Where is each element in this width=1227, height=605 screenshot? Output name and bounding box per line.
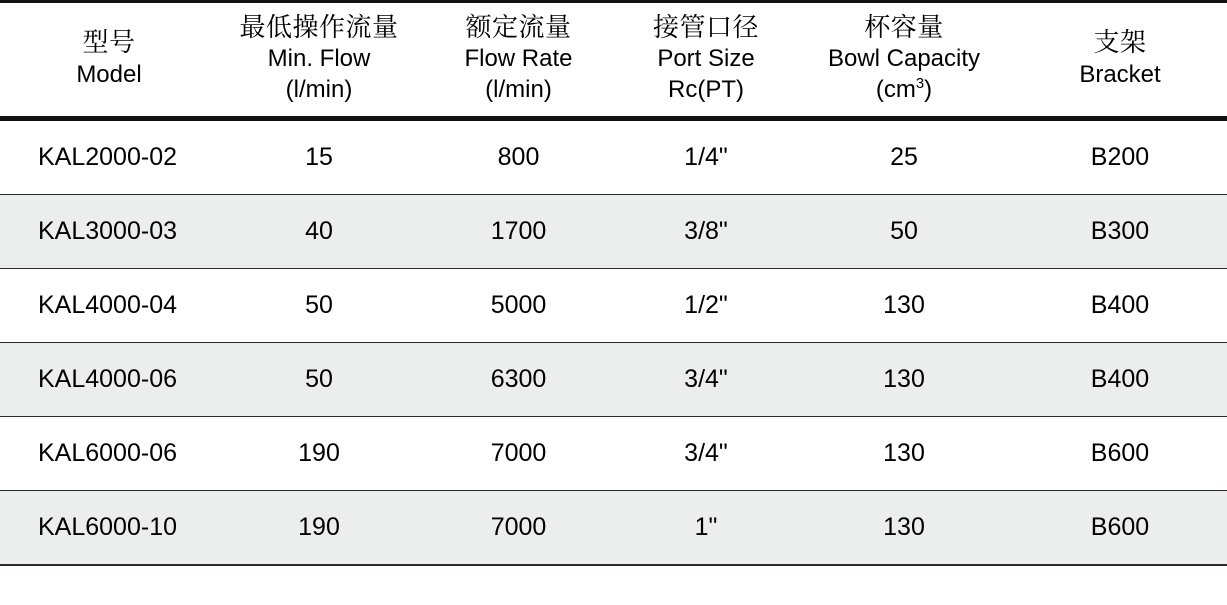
column-header-min-flow-en: Min. Flow (267, 45, 371, 73)
table-row (0, 118, 1227, 194)
column-header-model-cn: 型号 (82, 27, 136, 58)
cell-model: KAL2000-02 (0, 118, 218, 194)
table-row (0, 416, 1227, 490)
column-header-model-en: Model (76, 60, 142, 88)
table-body (0, 118, 1227, 565)
cell-flow-rate: 6300 (420, 342, 617, 416)
bowl-unit-prefix: (cm (875, 75, 916, 103)
cell-bowl-capacity: 130 (795, 416, 1013, 490)
column-header-flow-rate (420, 2, 617, 119)
column-header-port-size-unit: Rc(PT) (668, 75, 744, 103)
cell-model: KAL6000-06 (0, 416, 218, 490)
column-header-flow-rate-cn: 额定流量 (465, 12, 572, 42)
cell-bowl-capacity: 130 (795, 342, 1013, 416)
cell-min-flow: 40 (218, 194, 420, 268)
column-header-bracket-cn: 支架 (1093, 27, 1147, 58)
cell-bracket: B400 (1013, 342, 1227, 416)
cell-flow-rate: 5000 (420, 268, 617, 342)
column-header-bowl-capacity-cn: 杯容量 (864, 12, 944, 42)
table-row (0, 268, 1227, 342)
cell-bracket: B200 (1013, 118, 1227, 194)
bowl-unit-suffix: ) (924, 75, 933, 103)
cell-bowl-capacity: 50 (795, 194, 1013, 268)
cell-bracket: B300 (1013, 194, 1227, 268)
bowl-unit-sup: 3 (915, 75, 925, 92)
cell-flow-rate: 7000 (420, 416, 617, 490)
cell-model: KAL4000-06 (0, 342, 218, 416)
cell-port-size: 1" (617, 490, 795, 565)
column-header-bowl-capacity-unit (799, 75, 1009, 106)
column-header-port-size-en: Port Size (657, 45, 755, 73)
cell-port-size: 3/4" (617, 342, 795, 416)
cell-flow-rate: 1700 (420, 194, 617, 268)
cell-port-size: 3/8" (617, 194, 795, 268)
cell-bowl-capacity: 130 (795, 268, 1013, 342)
cell-bowl-capacity: 25 (795, 118, 1013, 194)
cell-port-size: 3/4" (617, 416, 795, 490)
cell-bracket: B600 (1013, 490, 1227, 565)
cell-port-size: 1/4" (617, 118, 795, 194)
column-header-flow-rate-unit: (l/min) (485, 75, 552, 103)
cell-min-flow: 50 (218, 342, 420, 416)
cell-model: KAL4000-04 (0, 268, 218, 342)
table-row (0, 342, 1227, 416)
cell-min-flow: 15 (218, 118, 420, 194)
column-header-min-flow-cn: 最低操作流量 (239, 12, 399, 42)
column-header-port-size-cn: 接管口径 (652, 12, 759, 42)
column-header-flow-rate-en: Flow Rate (464, 45, 573, 73)
table-row (0, 490, 1227, 565)
column-header-bowl-capacity (795, 2, 1013, 119)
column-header-bracket-en: Bracket (1079, 60, 1161, 88)
cell-model: KAL6000-10 (0, 490, 218, 565)
table-header (0, 2, 1227, 119)
cell-bracket: B600 (1013, 416, 1227, 490)
column-header-port-size (617, 2, 795, 119)
cell-model: KAL3000-03 (0, 194, 218, 268)
cell-min-flow: 50 (218, 268, 420, 342)
column-header-bowl-capacity-en: Bowl Capacity (827, 45, 981, 73)
column-header-bracket (1013, 2, 1227, 119)
cell-min-flow: 190 (218, 490, 420, 565)
table-row (0, 194, 1227, 268)
cell-flow-rate: 800 (420, 118, 617, 194)
cell-bowl-capacity: 130 (795, 490, 1013, 565)
cell-bracket: B400 (1013, 268, 1227, 342)
cell-min-flow: 190 (218, 416, 420, 490)
cell-port-size: 1/2" (617, 268, 795, 342)
header-row (0, 2, 1227, 119)
column-header-min-flow (218, 2, 420, 119)
column-header-model (0, 2, 218, 119)
column-header-min-flow-unit: (l/min) (285, 75, 353, 103)
cell-flow-rate: 7000 (420, 490, 617, 565)
